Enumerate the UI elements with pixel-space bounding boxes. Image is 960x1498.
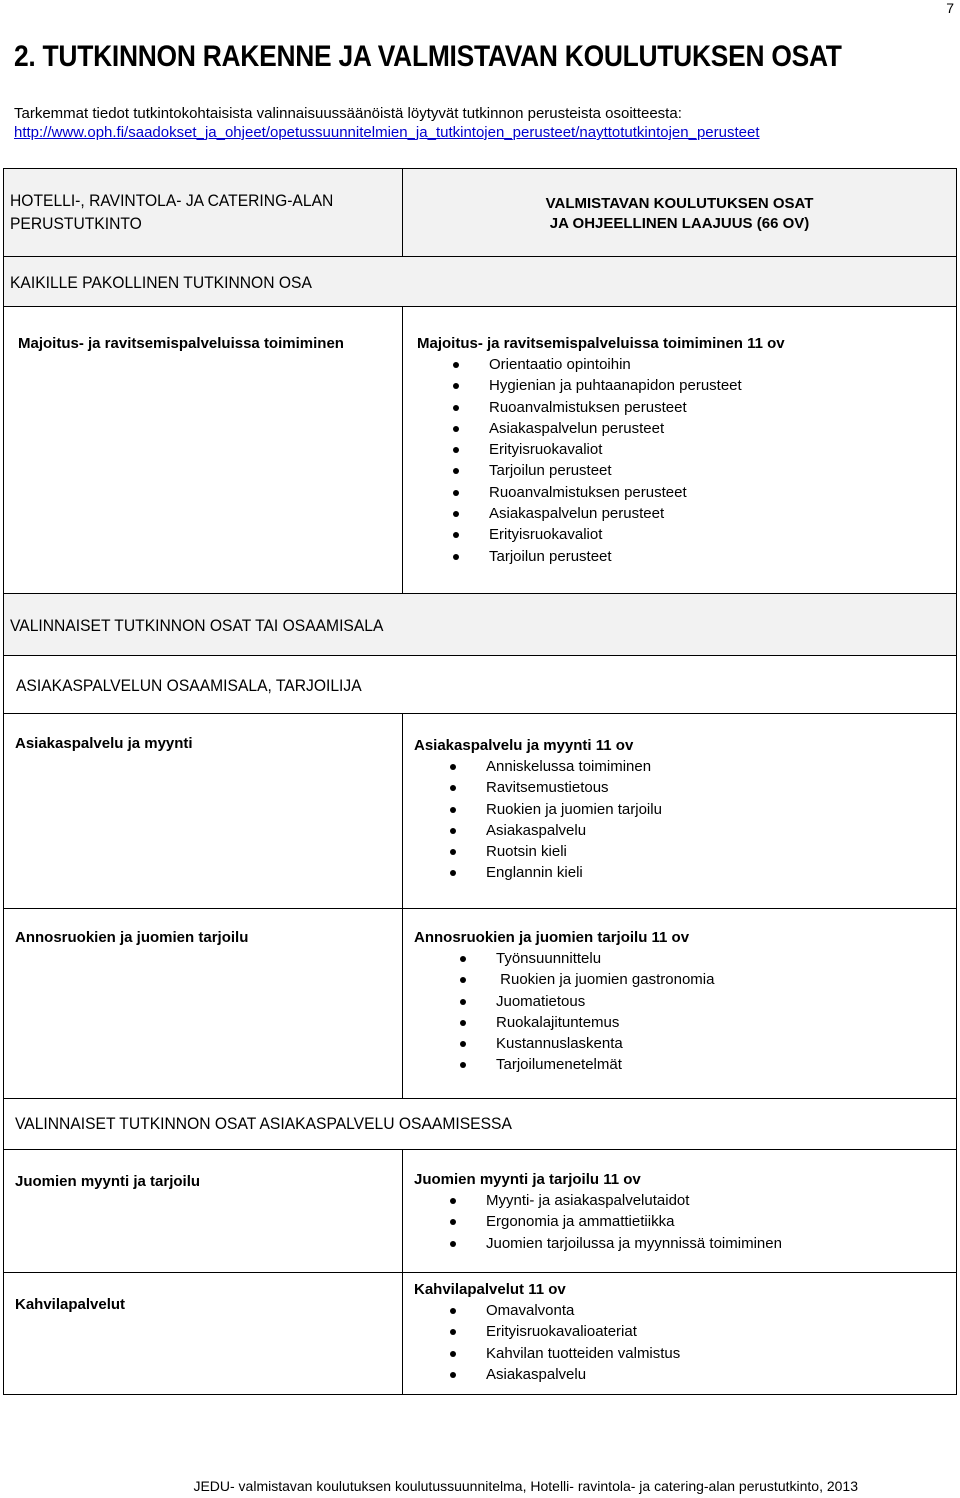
row5-right-title: Kahvilapalvelut 11 ov	[414, 1281, 566, 1298]
table-header-left	[3, 168, 403, 257]
row3-right-cell	[402, 908, 957, 1099]
row3-right-title: Annosruokien ja juomien tarjoilu 11 ov	[414, 929, 690, 946]
section-optional-track-label: VALINNAISET TUTKINNON OSAT ASIAKASPALVELU OSAAMISESSA	[15, 1114, 512, 1133]
row3-left-cell	[3, 908, 403, 1099]
intro-line: Tarkemmat tiedot tutkintokohtaisista valinnaisuussäänöistä löytyvät tutkinnon perusteista osoitteesta:	[14, 105, 682, 122]
row4-title: Juomien myynti ja tarjoilu	[15, 1173, 201, 1190]
list-item: Ruotsin kieli	[414, 841, 662, 862]
row4-left-cell	[3, 1149, 403, 1273]
list-item: Myynti- ja asiakaspalvelutaidot	[414, 1190, 782, 1211]
row2-title: Asiakaspalvelu ja myynti	[15, 735, 193, 752]
list-item: Orientaatio opintoihin	[417, 354, 785, 375]
header-left-line1: HOTELLI-, RAVINTOLA- JA CATERING-ALAN	[10, 191, 334, 210]
list-item: Kustannuslaskenta	[424, 1033, 714, 1054]
row4-right-cell	[402, 1149, 957, 1273]
section-mandatory-label: KAIKILLE PAKOLLINEN TUTKINNON OSA	[10, 273, 312, 292]
list-item: Ergonomia ja ammattietiikka	[414, 1211, 782, 1232]
row1-title: Majoitus- ja ravitsemispalveluissa toimiminen	[18, 335, 344, 352]
list-item: Ruoanvalmistuksen perusteet	[417, 482, 785, 503]
table-header-right	[402, 168, 957, 257]
row1-right-title: Majoitus- ja ravitsemispalveluissa toimiminen 11 ov	[417, 335, 785, 352]
list-item: Erityisruokavaliot	[417, 524, 785, 545]
list-item: Ruokien ja juomien tarjoilu	[414, 799, 662, 820]
header-right-line1: VALMISTAVAN KOULUTUKSEN OSAT	[545, 195, 814, 212]
section-optional-label: VALINNAISET TUTKINNON OSAT TAI OSAAMISALA	[10, 616, 384, 635]
row1-left-cell	[3, 306, 403, 594]
list-item: Omavalvonta	[414, 1300, 680, 1321]
row2-list	[414, 756, 662, 884]
section-track	[3, 655, 957, 714]
list-item: Ruoanvalmistuksen perusteet	[417, 397, 785, 418]
row5-right-cell	[402, 1272, 957, 1395]
list-item: Ruokien ja juomien gastronomia	[424, 969, 714, 990]
row2-left-cell	[3, 713, 403, 909]
list-item: Asiakaspalvelun perusteet	[417, 418, 785, 439]
list-item: Ruokalajituntemus	[424, 1012, 714, 1033]
section-track-label: ASIAKASPALVELUN OSAAMISALA, TARJOILIJA	[16, 676, 362, 695]
list-item: Juomien tarjoilussa ja myynnissä toimiminen	[414, 1233, 782, 1254]
row4-list	[414, 1190, 782, 1254]
row2-right-cell	[402, 713, 957, 909]
section-optional	[3, 593, 957, 656]
row5-list	[414, 1300, 680, 1385]
row1-right-cell	[402, 306, 957, 594]
section-optional-track	[3, 1098, 957, 1150]
list-item: Tarjoilumenetelmät	[424, 1054, 714, 1075]
perusteet-link[interactable]: http://www.oph.fi/saadokset_ja_ohjeet/opetussuunnitelmien_ja_tutkintojen_perusteet/nayttotutkintojen_perusteet	[14, 124, 760, 141]
row5-title: Kahvilapalvelut	[15, 1296, 126, 1313]
list-item: Juomatietous	[424, 991, 714, 1012]
list-item: Erityisruokavalioateriat	[414, 1321, 680, 1342]
list-item: Asiakaspalvelu	[414, 820, 662, 841]
list-item: Ravitsemustietous	[414, 777, 662, 798]
list-item: Asiakaspalvelun perusteet	[417, 503, 785, 524]
list-item: Englannin kieli	[414, 862, 662, 883]
row5-left-cell	[3, 1272, 403, 1395]
page-footer: JEDU- valmistavan koulutuksen koulutussuunnitelma, Hotelli- ravintola- ja catering-alan perustutkinto, 2013	[193, 1478, 858, 1494]
list-item: Tarjoilun perusteet	[417, 460, 785, 481]
row3-title: Annosruokien ja juomien tarjoilu	[15, 929, 249, 946]
list-item: Kahvilan tuotteiden valmistus	[414, 1343, 680, 1364]
header-right-line2: JA OHJEELLINEN LAAJUUS (66 OV)	[549, 215, 810, 232]
row3-list	[424, 948, 714, 1076]
list-item: Asiakaspalvelu	[414, 1364, 680, 1385]
list-item: Hygienian ja puhtaanapidon perusteet	[417, 375, 785, 396]
page-number: 7	[946, 0, 954, 16]
section-mandatory	[3, 256, 957, 307]
intro-text	[14, 104, 760, 142]
list-item: Anniskelussa toimiminen	[414, 756, 662, 777]
row4-right-title: Juomien myynti ja tarjoilu 11 ov	[414, 1171, 641, 1188]
row1-list	[417, 354, 785, 567]
header-left-line2: PERUSTUTKINTO	[10, 214, 142, 233]
row2-right-title: Asiakaspalvelu ja myynti 11 ov	[414, 737, 634, 754]
list-item: Tarjoilun perusteet	[417, 546, 785, 567]
list-item: Erityisruokavaliot	[417, 439, 785, 460]
page-heading: 2. TUTKINNON RAKENNE JA VALMISTAVAN KOULUTUKSEN OSAT	[14, 40, 842, 73]
list-item: Työnsuunnittelu	[424, 948, 714, 969]
